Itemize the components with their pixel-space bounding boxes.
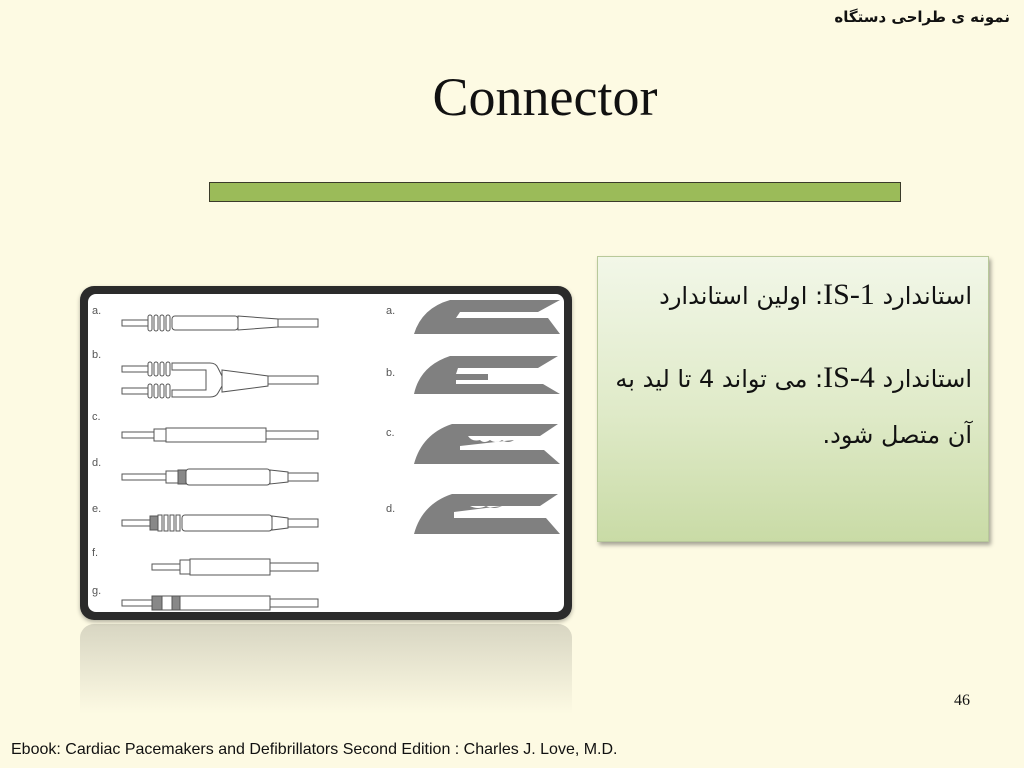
connector-d <box>122 469 318 485</box>
connector-g <box>122 596 318 610</box>
right-label-a: a. <box>386 305 396 317</box>
is4-code: IS-4 <box>823 361 875 394</box>
header-subtitle: نمونه ی طراحی دستگاه <box>834 8 1010 26</box>
left-label-f: f. <box>92 547 99 559</box>
connector-diagram <box>88 294 564 612</box>
is1-paragraph <box>614 267 972 324</box>
connector-b <box>122 362 318 398</box>
is1-prefix: استاندارد <box>874 282 972 310</box>
connector-e <box>122 515 318 531</box>
connector-a <box>122 315 318 331</box>
connector-figure <box>88 294 564 612</box>
is4-description: : می تواند 4 تا لید به آن متصل شود. <box>615 365 972 449</box>
header-shape-d <box>414 494 560 534</box>
left-label-d: d. <box>92 457 102 469</box>
page-number: 46 <box>954 692 970 709</box>
left-label-b: b. <box>92 349 102 361</box>
header-shape-c <box>414 424 560 464</box>
source-citation: Ebook: Cardiac Pacemakers and Defibrillators Second Edition : Charles J. Love, M.D. <box>11 741 618 758</box>
left-label-g: g. <box>92 585 102 597</box>
is1-description: : اولین استاندارد <box>659 282 824 310</box>
header-shape-b <box>414 356 560 394</box>
connector-figure-frame <box>80 286 572 620</box>
left-label-e: e. <box>92 503 102 515</box>
right-label-b: b. <box>386 367 396 379</box>
connector-c <box>122 428 318 442</box>
figure-reflection <box>80 624 572 714</box>
title-accent-bar <box>209 182 901 202</box>
slide-title: Connector <box>432 67 658 127</box>
is4-prefix: استاندارد <box>874 365 972 393</box>
left-label-c: c. <box>92 411 101 423</box>
connector-f <box>152 559 318 575</box>
right-label-d: d. <box>386 503 396 515</box>
left-label-a: a. <box>92 305 102 317</box>
standards-textbox <box>597 256 989 542</box>
is1-code: IS-1 <box>823 278 875 311</box>
right-label-c: c. <box>386 427 395 439</box>
header-shape-a <box>414 300 560 334</box>
is4-paragraph <box>614 350 972 463</box>
